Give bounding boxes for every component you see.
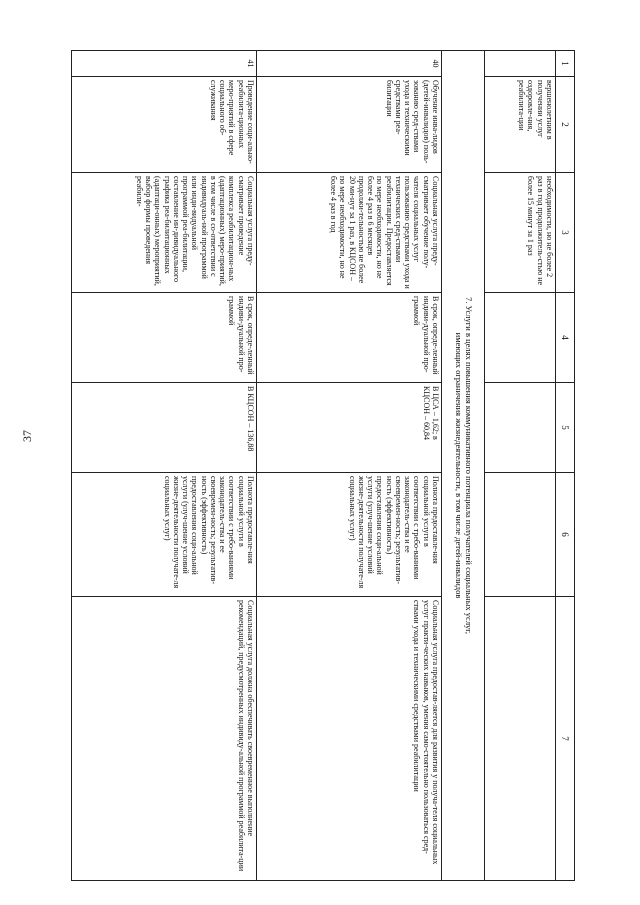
- rotated-page-content: [65, 50, 575, 880]
- service-description-cell: необходимости, но не более 2 раз в год продолжитель-стью не более 15 минут за 1 раз: [485, 173, 556, 293]
- section-heading-line-1: 7. Услуги в целях повышения коммуникативного потенциала получателей социальных услуг,: [463, 297, 474, 634]
- quality-cell: [485, 473, 556, 597]
- row-number-cell: [485, 51, 556, 77]
- quality-cell: Полнота предоставле-ния социальной услуги в соответствии с требо-ваниями законодатель-ства и ее своевремен-ность; результатив-ность (эффективность) предоставления соци-альной услуги (улуч-шение условий жизне-деятельности получате-ля социальных услуг): [72, 473, 257, 597]
- section-heading-row: [442, 51, 485, 881]
- service-name-cell: Обучение инва-лидов (детей-инвалидов) поль-зованию сред-ствами ухода и техническими средствами реа-билитации: [257, 77, 442, 173]
- service-name-cell: вершенолетним в получении услуг оздоровле-ния, реабилита-ции: [485, 77, 556, 173]
- term-cell: В срок, опреде-ленный индиви-дуальной про-граммой: [257, 293, 442, 383]
- column-number: 7: [556, 597, 575, 881]
- service-description-cell: Социальная услуга преду-сматривает обучение полу-чателя социальных услуг пользованию средствами ухода и технических сред-ствами реабилитации. Предоставляется по мере необходимости, но не более 4 раз в 6 месяцев продолжи-тельностью не более 20 ми-нут за 1 раз, в КЦСОН – по мере необходимости, но не более 4 раз в год: [257, 173, 442, 293]
- conditions-cell: [485, 597, 556, 881]
- table-row: [257, 51, 442, 881]
- term-cell: В срок, опреде-ленный индиви-дуальной про-граммой: [72, 293, 257, 383]
- section-heading-line-2: имеющих ограничения жизнедеятельности, в том числе детей-инвалидов: [454, 332, 464, 599]
- table-row-continued: [485, 51, 556, 881]
- column-number: 4: [556, 293, 575, 383]
- term-cell: [485, 293, 556, 383]
- tariff-cell: [485, 383, 556, 473]
- conditions-cell: Социальная услуга предостав-ляется для развития у получа-теля социальных услуг практи-ческих навыков, умения само-стоятельно пользоваться сред-ствами ухода и техническими средствами реабилитации: [257, 597, 442, 881]
- column-number-row: [556, 51, 575, 881]
- tariff-cell: В ЦСА – 1,62; в КЦСОН – 60,84: [257, 383, 442, 473]
- quality-cell: Полнота предоставле-ния социальной услуги в соответствии с требо-ваниями законодатель-ства и ее своевремен-ность; результатив-ность (эффективность) предоставления соци-альной услуги (улуч-шение условий жизне-деятельности получате-ля социальных услуг): [257, 473, 442, 597]
- column-number: 3: [556, 173, 575, 293]
- row-number-cell: 40: [257, 51, 442, 77]
- conditions-cell: Социальная услуга должна обеспечивать своевременное выполнение рекомендаций, предусмотренных индивиду-альной программой реабилита-ции: [72, 597, 257, 881]
- column-number: 2: [556, 77, 575, 173]
- service-name-cell: Проведение соци-ально-реабилита-ционных меро-приятий в сфере социального об-служивания: [72, 77, 257, 173]
- column-number: 1: [556, 51, 575, 77]
- column-number: 5: [556, 383, 575, 473]
- service-description-cell: Социальная услуга преду-сматривает проведение комплекса реабилитацион-ных (адаптационных) меро-приятий, в том числе в со-ответствии с индивидуаль-ной программой или инди-видуальной программой реа-билитации, составление ин-дивидуального графика реа-билитационных (адаптаци-онных) мероприятий, выбор формы проведения реабили-: [72, 173, 257, 293]
- section-heading: [442, 51, 485, 881]
- column-number: 6: [556, 473, 575, 597]
- table-row: [72, 51, 257, 881]
- page-number: 37: [20, 430, 34, 442]
- services-table: [71, 50, 575, 881]
- row-number-cell: 41: [72, 51, 257, 77]
- tariff-cell: В КЦСОН – 136,88: [72, 383, 257, 473]
